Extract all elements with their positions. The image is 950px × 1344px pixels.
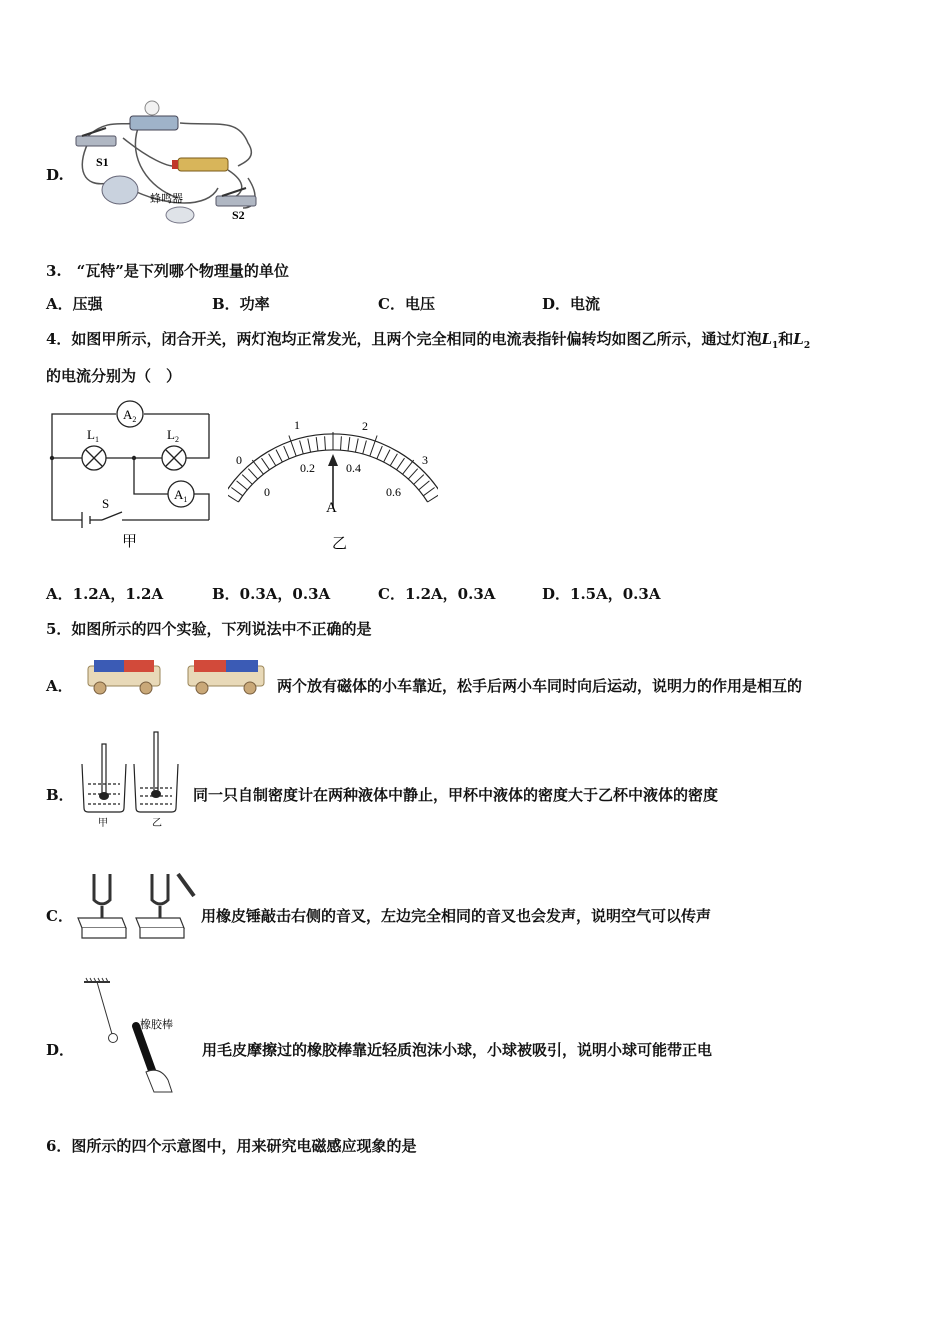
q5-stem: 5．如图所示的四个实验，下列说法中不正确的是 xyxy=(46,620,372,638)
dial-tick xyxy=(363,441,367,455)
q5-option-b-text: 同一只自制密度计在两种液体中静止，甲杯中液体的密度大于乙杯中液体的密度 xyxy=(193,786,719,804)
q4-option-d[interactable]: D．1.5A，0.3A xyxy=(542,585,661,603)
dial-tick xyxy=(300,441,304,455)
dial-tick xyxy=(284,446,290,459)
dial-tick xyxy=(355,439,358,453)
q5-option-c-label[interactable]: C． xyxy=(46,907,73,925)
q3-option-d[interactable]: D．电流 xyxy=(542,295,601,313)
q4-option-a[interactable]: A．1.2A，1.2A xyxy=(46,585,164,603)
dial-tick xyxy=(308,439,311,453)
q5-option-a-label[interactable]: A． xyxy=(46,677,73,695)
q5-option-a-text: 两个放有磁体的小车靠近，松手后两小车同时向后运动，说明力的作用是相互的 xyxy=(277,677,803,695)
a1-label: $A_1$ xyxy=(174,487,188,504)
caption-yi: 乙 xyxy=(332,536,348,552)
tuning-forks-figure xyxy=(74,866,200,942)
dial-tick xyxy=(289,436,296,457)
caption-jia: 甲 xyxy=(122,534,138,550)
dial-top-3: 3 xyxy=(422,453,428,467)
dial-bottom-0: 0 xyxy=(264,485,270,499)
q5-option-c-text: 用橡皮锤敲击右侧的音叉，左边完全相同的音叉也会发声，说明空气可以传声 xyxy=(201,907,712,925)
s1-label: S1 xyxy=(96,155,109,169)
dial-tick xyxy=(276,450,282,463)
s2-label: S2 xyxy=(232,208,245,222)
q3-option-b[interactable]: B．功率 xyxy=(212,295,270,313)
q4-circuit-diagram xyxy=(44,398,219,553)
dial-tick xyxy=(414,475,424,485)
dial-tick xyxy=(423,488,434,496)
q6-stem: 6．图所示的四个示意图中，用来研究电磁感应现象的是 xyxy=(46,1137,417,1155)
dial-tick xyxy=(248,469,257,479)
dial-bottom-3: 0.6 xyxy=(386,485,401,499)
magnet-carts-figure xyxy=(84,656,274,698)
rubber-rod-label: 橡胶棒 xyxy=(140,1019,173,1031)
q3-option-c[interactable]: C．电压 xyxy=(378,295,435,313)
dial-top-2: 2 xyxy=(362,419,368,433)
dial-tick xyxy=(341,436,342,450)
dial-tick xyxy=(384,450,390,463)
l1-label: $L_1$ xyxy=(87,427,99,444)
dial-tick xyxy=(408,469,417,479)
dial-tick xyxy=(252,460,263,474)
q5-option-d-label[interactable]: D． xyxy=(46,1041,75,1059)
meter-label: A xyxy=(326,500,337,516)
dial-tick xyxy=(419,481,430,490)
switch-label: S xyxy=(102,496,110,511)
dial-tick xyxy=(316,437,318,451)
rubber-rod-figure xyxy=(80,976,192,1096)
beaker-yi-label: 乙 xyxy=(152,818,162,829)
dial-tick xyxy=(237,481,248,490)
q4-option-b[interactable]: B．0.3A，0.3A xyxy=(212,585,331,603)
q4-stem-line2: 的电流分别为（ ） xyxy=(46,367,182,385)
ammeter-dial xyxy=(228,412,438,552)
dial-tick xyxy=(397,458,405,470)
q4-option-c[interactable]: C．1.2A，0.3A xyxy=(378,585,496,603)
dial-tick xyxy=(325,436,326,450)
dial-top-0: 0 xyxy=(236,453,242,467)
dial-tick xyxy=(403,460,414,474)
dial-tick xyxy=(242,475,252,485)
q3-stem: 3. “瓦特”是下列哪个物理量的单位 xyxy=(46,262,289,280)
dial-tick xyxy=(348,437,350,451)
dial-bottom-1: 0.2 xyxy=(300,461,315,475)
l2-label: $L_2$ xyxy=(167,427,179,444)
dial-tick xyxy=(262,458,270,470)
q5-option-b-label[interactable]: B． xyxy=(46,786,74,804)
buzzer-label: 蜂鸣器 xyxy=(150,193,183,205)
dial-top-1: 1 xyxy=(294,418,300,432)
dial-tick xyxy=(269,454,276,466)
dial-tick xyxy=(390,454,397,466)
q4-stem-line1: 4．如图甲所示，闭合开关，两灯泡均正常发光，且两个完全相同的电流表指针偏转均如图乙所示，通过灯泡$L_1$和$L_2$ xyxy=(46,330,811,351)
q5-option-d-text: 用毛皮摩擦过的橡胶棒靠近轻质泡沫小球，小球被吸引，说明小球可能带正电 xyxy=(202,1041,713,1059)
beaker-jia-label: 甲 xyxy=(98,818,108,829)
dial-tick xyxy=(377,446,383,459)
dial-tick xyxy=(231,488,242,496)
hydrometer-beakers-figure xyxy=(76,730,188,830)
buzzer-circuit-figure xyxy=(68,98,268,238)
dial-bottom-2: 0.4 xyxy=(346,461,361,475)
q3-option-a[interactable]: A．压强 xyxy=(46,295,103,313)
q2-option-d-label: D. xyxy=(46,166,64,184)
a2-label: $A_2$ xyxy=(123,407,137,424)
dial-tick xyxy=(370,436,377,457)
